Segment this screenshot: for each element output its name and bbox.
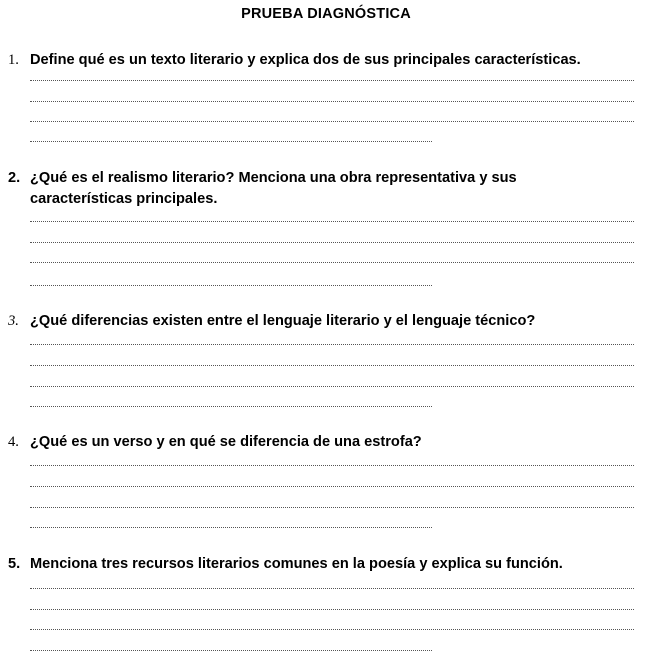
answer-line[interactable] [30, 262, 634, 263]
question-number: 2. [8, 170, 21, 186]
answer-line[interactable] [30, 386, 634, 387]
answer-line[interactable] [30, 406, 432, 407]
answer-line[interactable] [30, 507, 634, 508]
question-text: Define qué es un texto literario y explica dos de sus principales características. [30, 52, 581, 68]
answer-line[interactable] [30, 101, 634, 102]
question-text: Menciona tres recursos literarios comunes en la poesía y explica su función. [30, 556, 563, 572]
answer-line[interactable] [30, 242, 634, 243]
answer-line[interactable] [30, 285, 432, 286]
question-text: ¿Qué diferencias existen entre el lenguaje literario y el lenguaje técnico? [30, 313, 536, 329]
question-number: 3. [8, 313, 19, 329]
answer-line[interactable] [30, 80, 634, 81]
answer-line[interactable] [30, 365, 634, 366]
answer-line[interactable] [30, 141, 432, 142]
answer-line[interactable] [30, 486, 634, 487]
answer-line[interactable] [30, 221, 634, 222]
question-number: 5. [8, 556, 21, 572]
answer-line[interactable] [30, 465, 634, 466]
question-text: ¿Qué es un verso y en qué se diferencia de una estrofa? [30, 434, 422, 450]
answer-line[interactable] [30, 121, 634, 122]
page-title: PRUEBA DIAGNÓSTICA [241, 6, 411, 22]
question-4 [0, 432, 652, 453]
question-number: 4. [8, 434, 19, 450]
question-number: 1. [8, 52, 19, 68]
answer-line[interactable] [30, 609, 634, 610]
answer-line[interactable] [30, 527, 432, 528]
answer-line[interactable] [30, 344, 634, 345]
question-text-line-1: ¿Qué es el realismo literario? Menciona una obra representativa y sus [30, 170, 517, 186]
question-2 [0, 168, 652, 210]
question-5 [0, 554, 652, 575]
question-text-line-2: características principales. [30, 191, 218, 207]
answer-line[interactable] [30, 588, 634, 589]
question-1 [0, 50, 652, 71]
answer-line[interactable] [30, 629, 634, 630]
question-3 [0, 311, 652, 332]
answer-line[interactable] [30, 650, 432, 651]
